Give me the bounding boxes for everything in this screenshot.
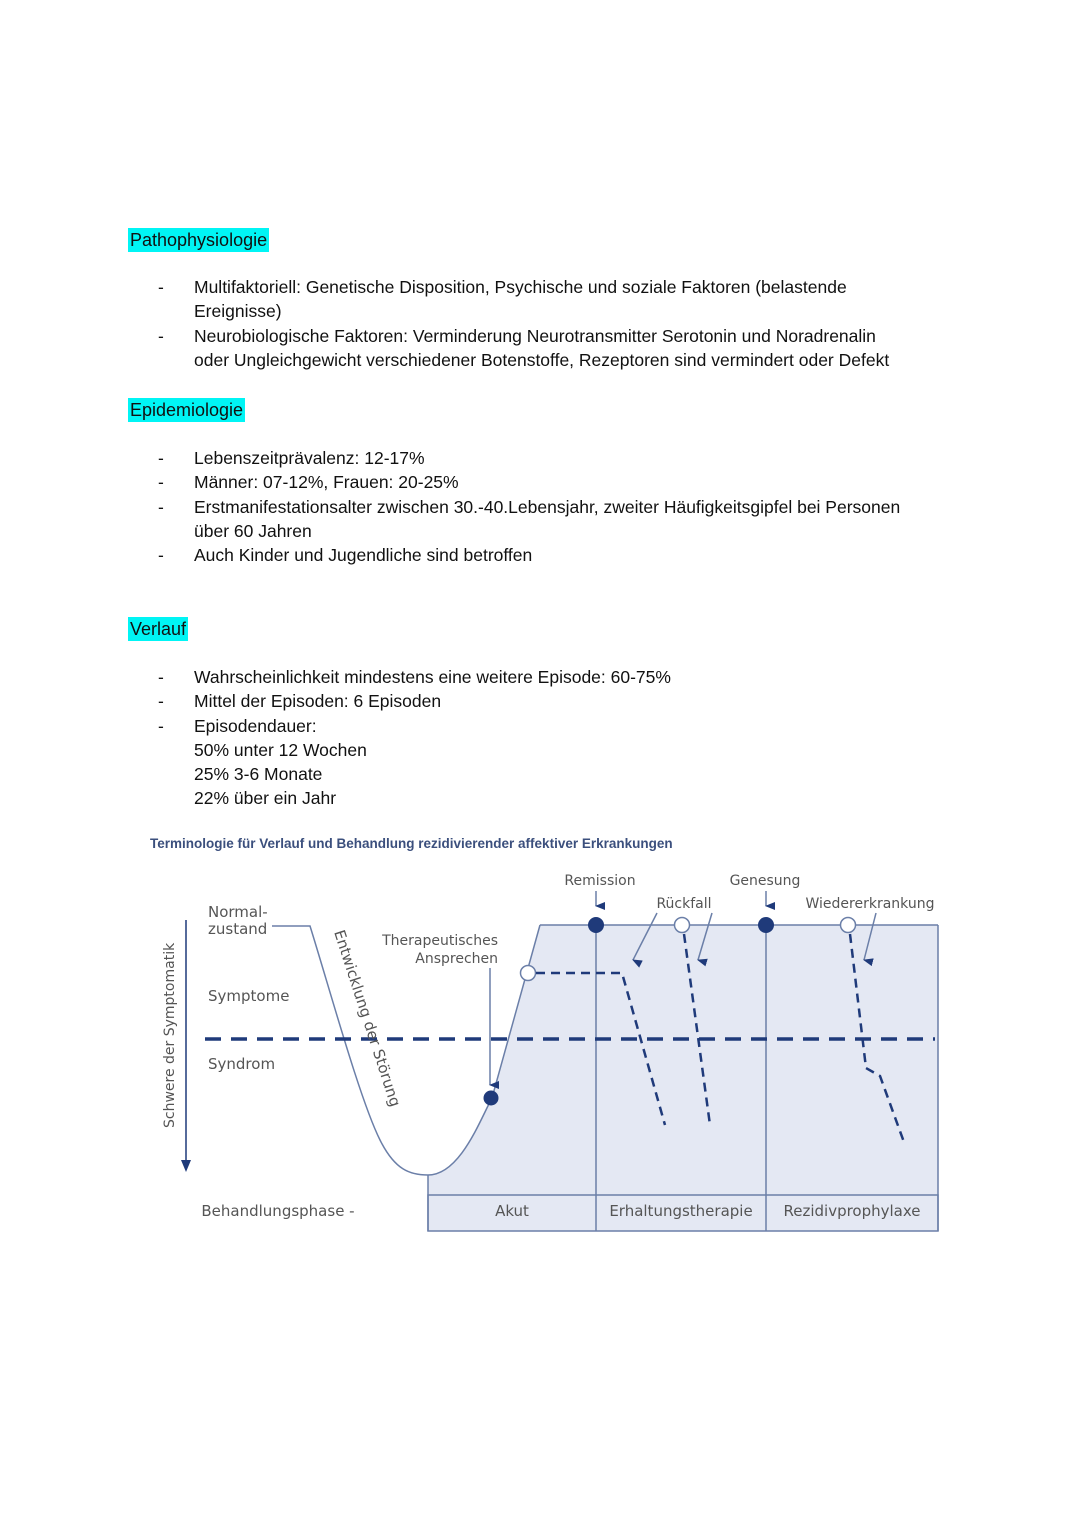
list-item — [158, 495, 900, 544]
list-item — [158, 714, 671, 811]
svg-text:Therapeutisches: Therapeutisches — [382, 933, 498, 949]
list-item — [158, 543, 900, 567]
list-item-line: Auch Kinder und Jugendliche sind betroffen — [194, 545, 533, 566]
list-item — [158, 689, 671, 713]
pathophysiologie-list — [158, 275, 889, 372]
heading-pathophysiologie: Pathophysiologie — [130, 230, 268, 250]
list-item — [158, 275, 889, 324]
list-item-line: Neurobiologische Faktoren: Verminderung Neurotransmitter Serotonin und Noradrenalin — [194, 325, 876, 346]
list-item-line: oder Ungleichgewicht verschiedener Botenstoffe, Rezeptoren sind vermindert oder Defekt — [194, 349, 890, 370]
svg-text:Behandlungsphase -: Behandlungsphase - — [201, 1202, 355, 1220]
list-item-line: Mittel der Episoden: 6 Episoden — [194, 691, 442, 712]
list-item-line: über 60 Jahren — [194, 520, 312, 541]
svg-text:Akut: Akut — [495, 1202, 529, 1220]
svg-text:Rückfall: Rückfall — [656, 896, 712, 912]
list-item-line: Episodendauer: — [194, 715, 317, 736]
figure-title: Terminologie für Verlauf und Behandlung rezidivierender affektiver Erkrankungen — [150, 836, 673, 851]
svg-text:Genesung: Genesung — [729, 873, 801, 889]
list-item-line: Wahrscheinlichkeit mindestens eine weitere Episode: 60-75% — [194, 667, 671, 687]
course-diagram — [150, 836, 950, 1236]
bullet-dash: - — [158, 715, 164, 736]
bullet-dash: - — [158, 496, 164, 517]
verlauf-list — [158, 665, 671, 811]
bullet-dash: - — [158, 667, 164, 687]
list-item-line: 50% unter 12 Wochen — [194, 739, 367, 760]
svg-text:Symptome: Symptome — [208, 987, 290, 1005]
curve-label: Entwicklung der Störung — [330, 927, 405, 1109]
list-item-line: 22% über ein Jahr — [194, 788, 337, 809]
list-item — [158, 324, 889, 373]
svg-text:Wiedererkrankung: Wiedererkrankung — [805, 896, 935, 912]
bullet-dash: - — [158, 545, 164, 566]
list-item-line: Lebenszeitprävalenz: 12-17% — [194, 448, 425, 468]
heading-verlauf: Verlauf — [130, 619, 187, 639]
list-item-line: Ereignisse) — [194, 301, 282, 322]
bullet-dash: - — [158, 277, 164, 297]
list-item-line: Erstmanifestationsalter zwischen 30.-40.Lebensjahr, zweiter Häufigkeitsgipfel bei Personen — [194, 496, 901, 517]
bullet-dash: - — [158, 472, 164, 493]
svg-text:Erhaltungstherapie: Erhaltungstherapie — [609, 1202, 753, 1220]
genesung-marker — [758, 917, 774, 933]
svg-text:zustand: zustand — [208, 920, 268, 938]
remission-marker — [588, 917, 604, 933]
heading-epidemiologie: Epidemiologie — [130, 400, 244, 420]
list-item-line: 25% 3-6 Monate — [194, 764, 323, 785]
list-item-line: Männer: 07-12%, Frauen: 20-25% — [194, 472, 459, 493]
list-item — [158, 446, 900, 470]
list-item-line: Multifaktoriell: Genetische Disposition, Psychische und soziale Faktoren (belastende — [194, 277, 847, 297]
y-axis-label: Schwere der Symptomatik — [162, 942, 178, 1128]
svg-text:Rezidivprophylaxe: Rezidivprophylaxe — [783, 1202, 921, 1220]
list-item — [158, 665, 671, 689]
svg-text:Remission: Remission — [564, 873, 636, 889]
bullet-dash: - — [158, 448, 164, 468]
epidemiologie-list — [158, 446, 900, 567]
diagram-svg — [150, 836, 950, 1236]
therapeutic-response-marker — [484, 1091, 499, 1106]
svg-text:Syndrom: Syndrom — [208, 1055, 276, 1073]
bullet-dash: - — [158, 325, 164, 346]
bullet-dash: - — [158, 691, 164, 712]
svg-text:Ansprechen: Ansprechen — [415, 951, 498, 967]
list-item — [158, 470, 900, 494]
svg-text:Normal-: Normal- — [208, 903, 268, 921]
